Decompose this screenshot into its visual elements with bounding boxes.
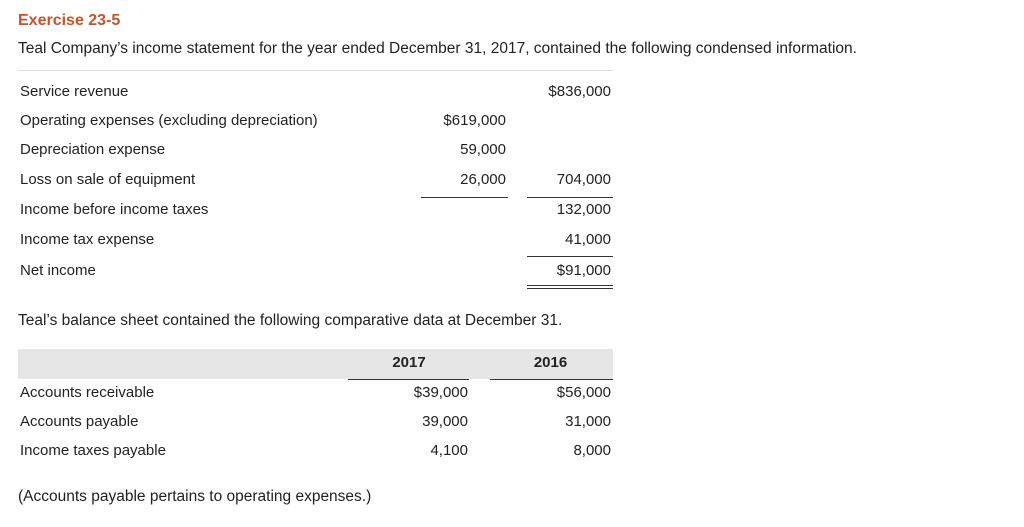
balance-row-income-taxes-payable (0, 442, 1024, 466)
balance-row-accounts-receivable (0, 384, 1024, 408)
exercise-title: Exercise 23-5 (18, 12, 121, 29)
row-label: Loss on sale of equipment (20, 171, 196, 188)
balance-row-accounts-payable (0, 413, 1024, 437)
row-col2: $91,000 (556, 262, 611, 279)
subtotal-rule (421, 197, 508, 198)
value-2016: $56,000 (556, 384, 611, 401)
intro-text: Teal Company’s income statement for the year ended December 31, 2017, contained the following condensed information. (18, 40, 857, 57)
header-2016: 2016 (533, 354, 568, 371)
row-label: Accounts payable (20, 413, 139, 430)
footnote: (Accounts payable pertains to operating expenses.) (18, 488, 372, 505)
header-2017: 2017 (392, 354, 426, 371)
row-label: Depreciation expense (20, 141, 166, 158)
income-row-net-income (0, 262, 1024, 286)
subtotal-rule (527, 256, 613, 257)
row-label: Operating expenses (excluding depreciation) (20, 112, 318, 129)
double-rule (527, 285, 613, 286)
row-col1: $619,000 (443, 112, 506, 129)
value-2017: $39,000 (413, 384, 468, 401)
subtotal-rule (527, 197, 613, 198)
value-2016: 8,000 (573, 442, 611, 459)
row-col2: 704,000 (556, 171, 611, 188)
row-col1: 26,000 (460, 171, 506, 188)
row-label: Net income (20, 262, 96, 279)
header-rule-2016 (490, 379, 613, 380)
income-row-loss-on-sale (0, 171, 1024, 195)
row-col1: 59,000 (460, 141, 506, 158)
income-row-operating-expenses (0, 112, 1024, 136)
row-col2: 41,000 (565, 231, 611, 248)
value-2016: 31,000 (565, 413, 611, 430)
income-row-tax-expense (0, 231, 1024, 255)
value-2017: 39,000 (422, 413, 468, 430)
header-rule-2017 (348, 379, 469, 380)
row-label: Income tax expense (20, 231, 155, 248)
row-col2: $836,000 (548, 83, 611, 100)
row-col2: 132,000 (556, 201, 611, 218)
double-rule (527, 288, 613, 289)
balance-intro-text: Teal’s balance sheet contained the following comparative data at December 31. (18, 312, 563, 329)
income-row-depreciation (0, 141, 1024, 165)
table-top-border (18, 70, 613, 71)
income-row-service-revenue (0, 83, 1024, 107)
row-label: Income taxes payable (20, 442, 166, 459)
value-2017: 4,100 (430, 442, 468, 459)
row-label: Service revenue (20, 83, 129, 100)
row-label: Accounts receivable (20, 384, 155, 401)
row-label: Income before income taxes (20, 201, 209, 218)
income-row-before-taxes (0, 201, 1024, 225)
